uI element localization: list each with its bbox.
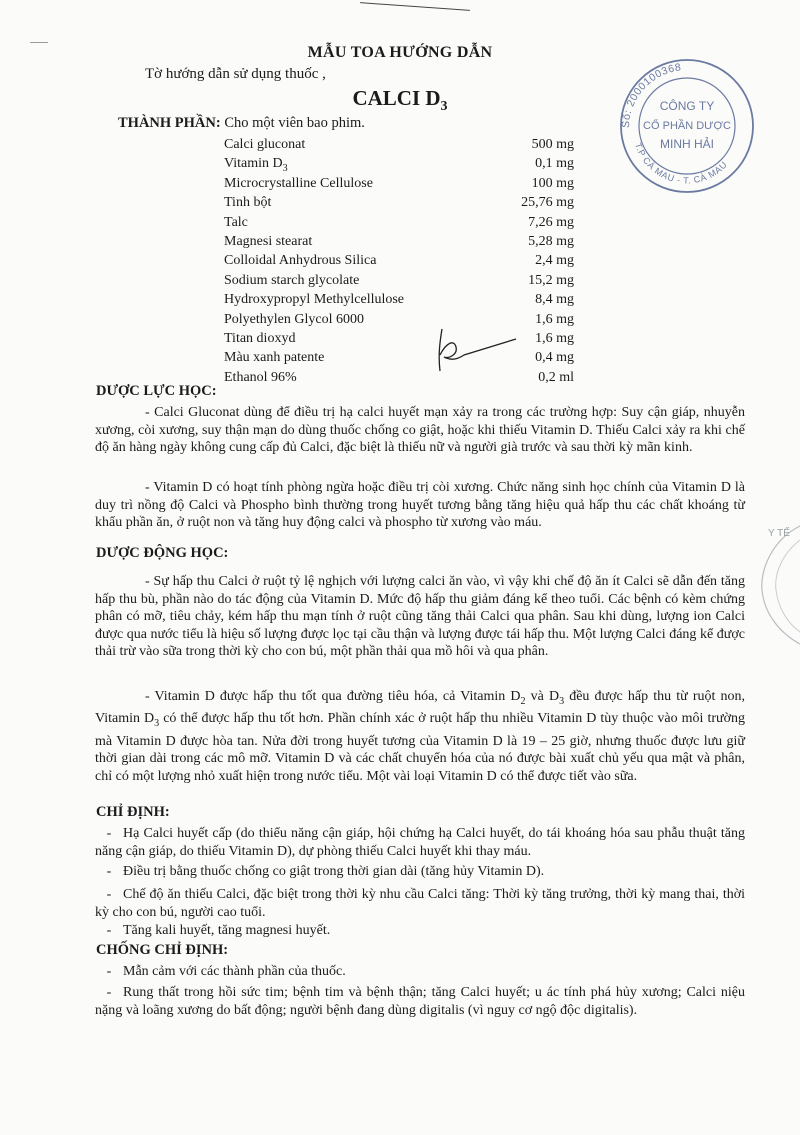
composition-note: Cho một viên bao phim. <box>220 115 365 131</box>
ingredient-row: Calci gluconat 500 mg <box>224 137 574 152</box>
pharmacokinetics-paragraph: - Sự hấp thu Calci ở ruột tỷ lệ nghịch với lượng calci ăn vào, vì vậy khi chế độ ăn ít Calci sẽ dẫn đến tăng hấp thu bù, phần nào do tác động của Vitamin D. Mức độ hấp thu giảm đáng kể theo tuổi. Các bệnh có kèm chứng phân có mỡ, tiêu chảy, kém hấp thu mạn tính ở ruột cũng tăng thải Calci qua phân. Sau khi dùng, lượng ion Calci được qua nước tiểu là hiệu số lượng được lọc tại cầu thận và lượng được tái hấp thu. Một lượng Calci đáng kể được thải trừ vào sữa trong thời kỳ cho con bú, một phần thải qua mồ hôi và qua phân. <box>95 574 745 660</box>
ingredient-row: Titan dioxyd 1,6 mg <box>224 330 574 346</box>
indication-item: - Hạ Calci huyết cấp (do thiểu năng cận giáp, hội chứng hạ Calci huyết, do tái khoáng hóa sau phẫu thuật tăng năng cận giáp, do thiếu Vitamin D), dự phòng thiếu Calci huyết khi thay máu. <box>95 826 745 859</box>
scan-mark <box>360 2 470 11</box>
contraindication-item: - Mẫn cảm với các thành phần của thuốc. <box>106 964 346 979</box>
indication-item: - Chế độ ăn thiếu Calci, đặc biệt trong thời kỳ nhu cầu Calci tăng: Thời kỳ tăng trưởng, thời kỳ mang thai, thời kỳ cho con bú, người cao tuổi. <box>95 887 745 920</box>
stamp-line3: MINH HẢI <box>660 137 714 151</box>
scan-mark <box>30 42 48 43</box>
pharmacokinetics-heading: DƯỢC ĐỘNG HỌC: <box>96 545 229 561</box>
edge-stamp <box>752 520 800 650</box>
company-stamp <box>607 54 763 194</box>
ingredient-row: Colloidal Anhydrous Silica 2,4 mg <box>224 253 574 269</box>
ingredient-row: Vitamin $D_3$ 0,1 mg <box>224 156 574 175</box>
document-title: MẪU TOA HƯỚNG DẪN <box>307 44 493 61</box>
indication-item: - Điều trị bằng thuốc chống co giật trong thời gian dài (tăng hủy Vitamin D). <box>106 864 545 879</box>
composition-line <box>118 115 365 132</box>
ingredient-row: Sodium starch glycolate 15,2 mg <box>224 272 574 288</box>
indication-item: - Tăng kali huyết, tăng magnesi huyết. <box>106 923 331 938</box>
indications-heading: CHỈ ĐỊNH: <box>96 804 170 820</box>
pharmacodynamics-paragraph: - Calci Gluconat dùng để điều trị hạ calci huyết mạn xảy ra trong các trường hợp: Suy cận giáp, nhuyễn xương, còi xương, suy thận mạn do dùng thuốc chống co giật, hoặc khi thiếu Vitamin D. Thiếu Calci xảy ra khi chế độ ăn hàng ngày không cung cấp đủ Calci, đặc biệt là thiếu nữ và người già trước và sau thời kỳ mãn kinh. <box>95 405 745 456</box>
stamp-line1: CÔNG TY <box>659 99 715 113</box>
ingredient-row: Ethanol 96% 0,2 ml <box>224 369 574 385</box>
ingredient-list <box>224 135 574 387</box>
ingredient-row: Magnesi stearat 5,28 mg <box>224 233 574 249</box>
ingredient-row: Tinh bột 25,76 mg <box>224 195 574 211</box>
document-intro: Tờ hướng dẫn sử dụng thuốc , <box>145 66 326 82</box>
ingredient-row: Polyethylen Glycol 6000 1,6 mg <box>224 311 574 327</box>
ingredient-row: Talc 7,26 mg <box>224 214 574 230</box>
drug-name: CALCI $D_3$ <box>352 86 448 115</box>
composition-heading: THÀNH PHẦN: <box>118 115 221 131</box>
pharmacodynamics-heading: DƯỢC LỰC HỌC: <box>96 383 217 399</box>
contraindications-heading: CHỐNG CHỈ ĐỊNH: <box>96 942 229 958</box>
stamp-bottom: T.P CÀ MAU - T. CÀ MAU <box>633 141 730 186</box>
contraindication-item: - Rung thất trong hồi sức tim; bệnh tim và bệnh thận; tăng Calci huyết; u ác tính phá hủy xương; Calci niệu nặng và loãng xương do bất động; người bệnh đang dùng digitalis (vì nguy cơ ngộ độc digitalis). <box>95 985 745 1018</box>
stamp-line2: CỔ PHẦN DƯỢC <box>643 120 731 132</box>
ingredient-row: Microcrystalline Cellulose 100 mg <box>224 175 574 191</box>
pharmacodynamics-paragraph: - Vitamin D có hoạt tính phòng ngừa hoặc điều trị còi xương. Chức năng sinh học chính của Vitamin D là duy trì nồng độ Calci và Phospho bình thường trong huyết tương bằng tăng hiệu quả hấp thu các chất khoáng từ khẩu phần ăn, ở ruột non và tăng huy động calci và phospho từ xương vào máu. <box>95 480 745 531</box>
signature-mark <box>428 325 518 375</box>
stamp-number: Số: 2000100368 <box>619 61 683 129</box>
ingredient-row: Hydroxypropyl Methylcellulose 8,4 mg <box>224 292 574 308</box>
pharmacokinetics-paragraph: - Vitamin D được hấp thu tốt qua đường tiêu hóa, cả Vitamin $D_2$ và $D_3$ đều được hấp thu từ ruột non, Vitamin $D_3$ có thể được hấp thu tốt hơn. Phần chính xác ở ruột hấp thu nhiều Vitamin D tùy thuộc vào môi trường mà Vitamin D được hòa tan. Nửa đời trong huyết tương của Vitamin D là 19 – 25 giờ, nhưng thuốc được lưu giữ thời gian dài trong các mô mỡ. Vitamin D và các chất chuyển hóa của nó được bài xuất chủ yếu qua mật và phân, chỉ có một lượng nhỏ xuất hiện trong nước tiểu. Một vài loại Vitamin D có thể được tiết vào sữa. <box>95 689 745 784</box>
edge-stamp-text: Y TẾ <box>768 528 790 539</box>
ingredient-row: Màu xanh patente 0,4 mg <box>224 350 574 366</box>
